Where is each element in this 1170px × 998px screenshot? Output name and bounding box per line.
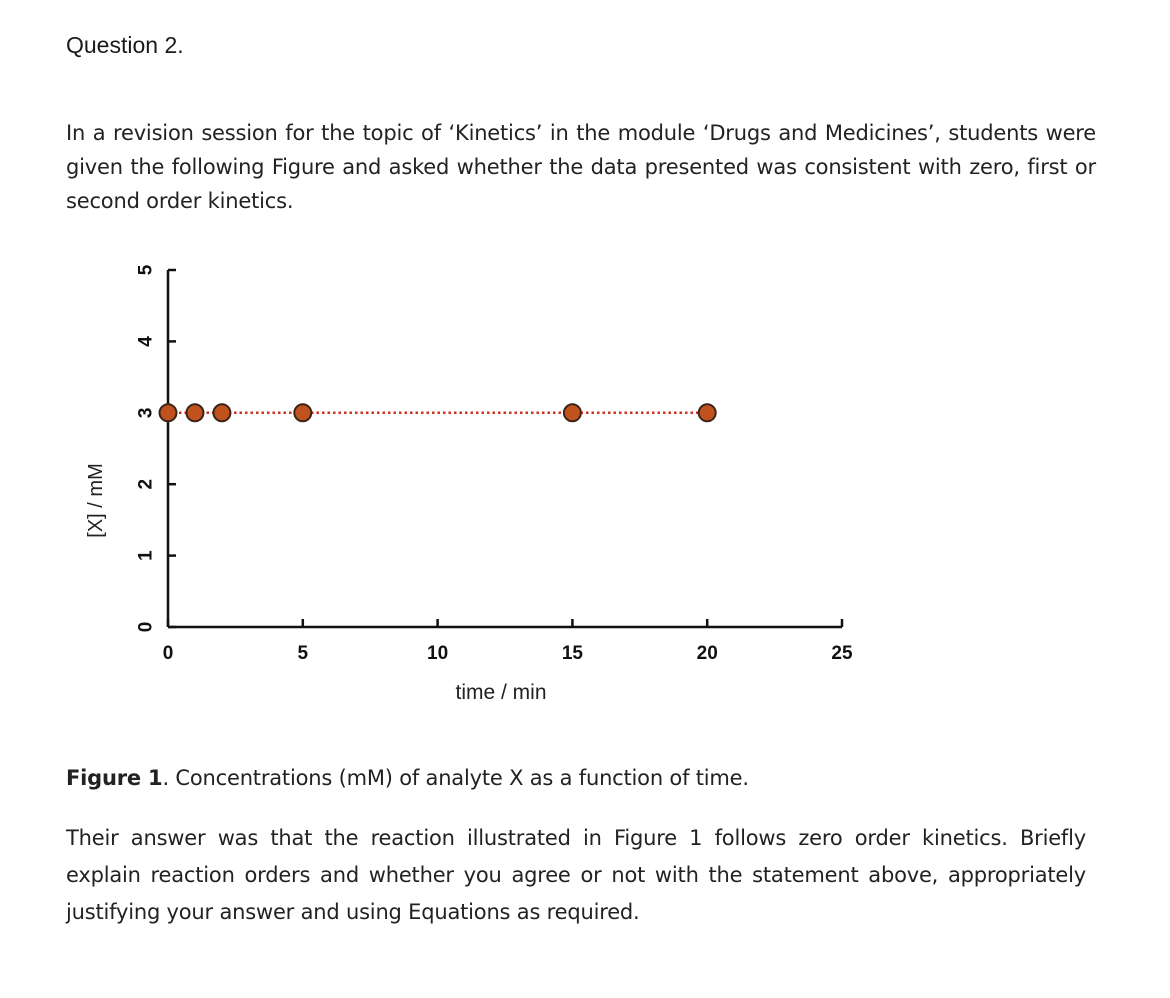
x-tick-label: 5 (297, 643, 309, 664)
y-axis-label: [X] / mM (85, 463, 107, 538)
x-tick-label: 20 (696, 643, 718, 664)
y-tick-label: 2 (135, 478, 157, 490)
y-tick-label: 0 (135, 621, 157, 633)
x-tick-label: 25 (831, 643, 853, 664)
data-point (186, 404, 203, 421)
data-point (564, 404, 581, 421)
chart-ticks (136, 264, 853, 664)
x-tick-label: 15 (561, 643, 583, 664)
answer-paragraph: Their answer was that the reaction illustrated in Figure 1 follows zero order kinetics. Briefly explain reaction orders and whether you agree or not with the statement above, appropriately justifying your answer and using Equations as required. (66, 826, 1086, 924)
data-point (699, 404, 716, 421)
x-axis-label: time / min (455, 681, 547, 704)
x-tick-label: 0 (162, 643, 174, 664)
figure-1-chart (80, 250, 880, 720)
data-point (160, 404, 177, 421)
y-tick-label: 1 (135, 550, 157, 561)
y-tick-label: 5 (135, 264, 157, 276)
figure-caption-text: . Concentrations (mM) of analyte X as a function of time. (162, 766, 749, 790)
y-tick-label: 4 (135, 336, 157, 347)
intro-paragraph: In a revision session for the topic of ‘Kinetics’ in the module ‘Drugs and Medicines’, students were given the following Figure and asked whether the data presented was consistent with zero, first or second order kinetics. (66, 121, 1096, 213)
question-title: Question 2. (66, 32, 184, 58)
figure-caption-label: Figure 1 (66, 766, 163, 790)
data-point (294, 404, 311, 421)
chart-axes (168, 270, 842, 627)
x-tick-label: 10 (427, 643, 449, 664)
chart-svg (80, 250, 880, 720)
data-point (213, 404, 230, 421)
y-tick-label: 3 (135, 407, 157, 419)
figure-caption (66, 766, 749, 790)
